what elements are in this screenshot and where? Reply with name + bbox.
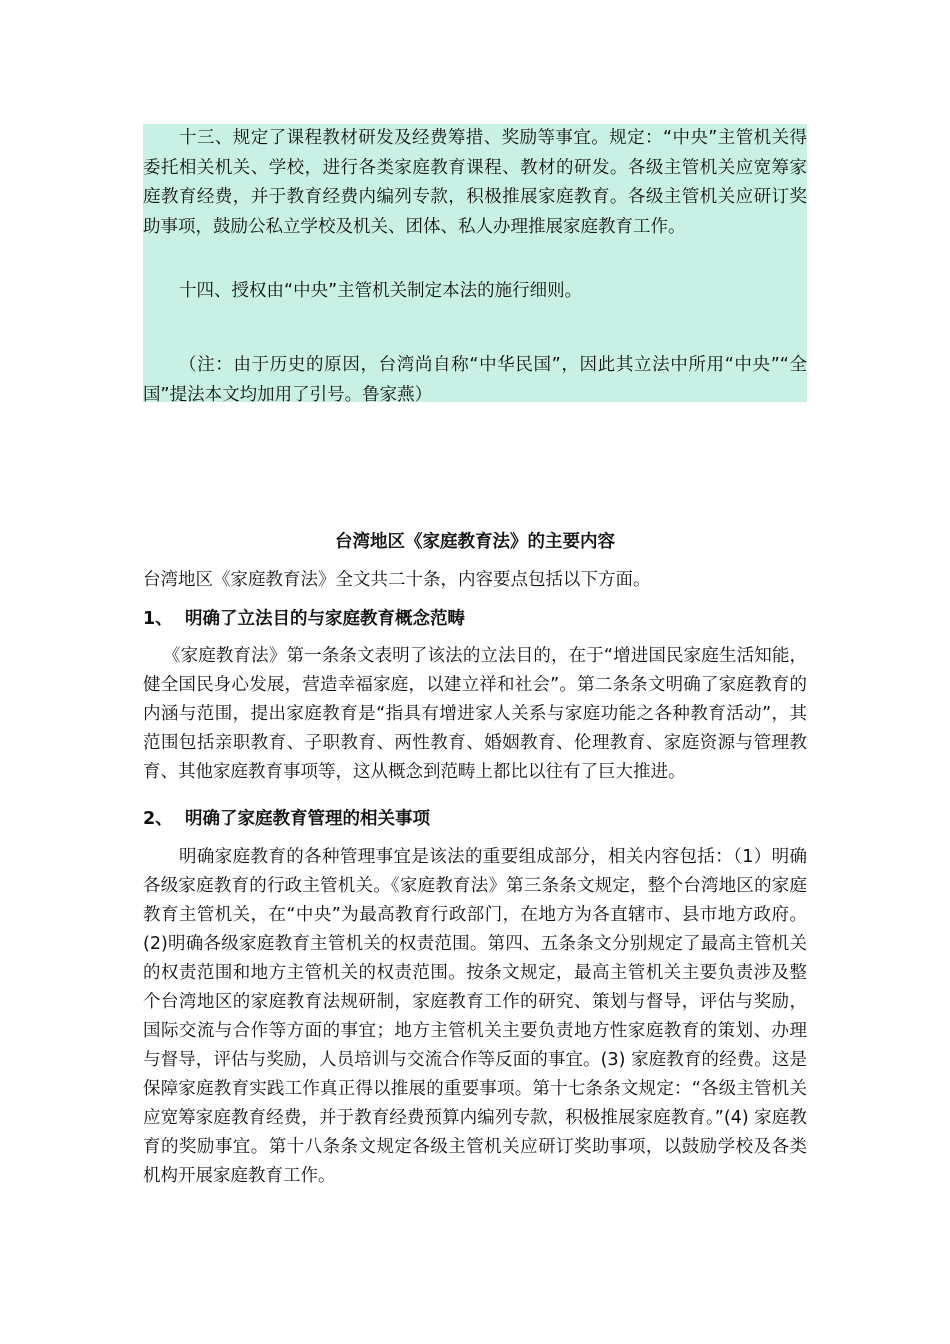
section-2-number: 2、 bbox=[143, 809, 173, 829]
section-1-body: 《家庭教育法》第一条条文表明了该法的立法目的，在于“增进国民家庭生活知能，健全国民身心发展，营造幸福家庭，以建立祥和社会”。第二条条文明确了家庭教育的内涵与范围，提出家庭教育是“指具有增进家人关系与家庭功能之各种教育活动”，其范围包括亲职教育、子职教育、两性教育、婚姻教育、伦理教育、家庭资源与管理教育、其他家庭教育事项等，这从概念到范畴上都比以往有了巨大推进。 bbox=[143, 646, 807, 782]
section-1-number: 1、 bbox=[143, 609, 173, 629]
article-13-paragraph: 十三、规定了课程教材研发及经费筹措、奖励等事宜。规定：“中央”主管机关得委托相关机关、学校，进行各类家庭教育课程、教材的研发。各级主管机关应宽筹家庭教育经费，并于教育经费内编列专款，积极推展家庭教育。各级主管机关应研订奖助事项，鼓励公私立学校及机关、团体、私人办理推展家庭教育工作。 bbox=[143, 128, 807, 237]
section-1-title: 明确了立法目的与家庭教育概念范畴 bbox=[185, 609, 465, 629]
note-paragraph: （注：由于历史的原因，台湾尚自称“中华民国”，因此其立法中所用“中央”“全国”提法本文均加用了引号。鲁家燕） bbox=[143, 355, 807, 405]
article-title: 台湾地区《家庭教育法》的主要内容 bbox=[335, 532, 615, 552]
article-14-paragraph: 十四、授权由“中央”主管机关制定本法的施行细则。 bbox=[179, 281, 583, 301]
section-2-title: 明确了家庭教育管理的相关事项 bbox=[185, 809, 430, 829]
intro-paragraph: 台湾地区《家庭教育法》全文共二十条，内容要点包括以下方面。 bbox=[143, 570, 651, 590]
section-2-body: 明确家庭教育的各种管理事宜是该法的重要组成部分，相关内容包括：（1）明确各级家庭教育的行政主管机关。《家庭教育法》第三条条文规定，整个台湾地区的家庭教育主管机关，在“中央”为最高教育行政部门，在地方为各直辖市、县市地方政府。(2)明确各级家庭教育主管机关的权责范围。第四、五条条文分别规定了最高主管机关的权责范围和地方主管机关的权责范围。按条文规定，最高主管机关主要负责涉及整个台湾地区的家庭教育法规研制，家庭教育工作的研究、策划与督导，评估与奖励，国际交流与合作等方面的事宜；地方主管机关主要负责地方性家庭教育的策划、办理与督导，评估与奖励，人员培训与交流合作等反面的事宜。(3) 家庭教育的经费。这是保障家庭教育实践工作真正得以推展的重要事项。第十七条条文规定：“各级主管机关应宽筹家庭教育经费，并于教育经费预算内编列专款，积极推展家庭教育。”(4) 家庭教育的奖励事宜。第十八条条文规定各级主管机关应研订奖助事项，以鼓励学校及各类机构开展家庭教育工作。 bbox=[143, 847, 807, 1186]
section-1-heading bbox=[143, 605, 807, 633]
section-2-heading bbox=[143, 805, 807, 833]
